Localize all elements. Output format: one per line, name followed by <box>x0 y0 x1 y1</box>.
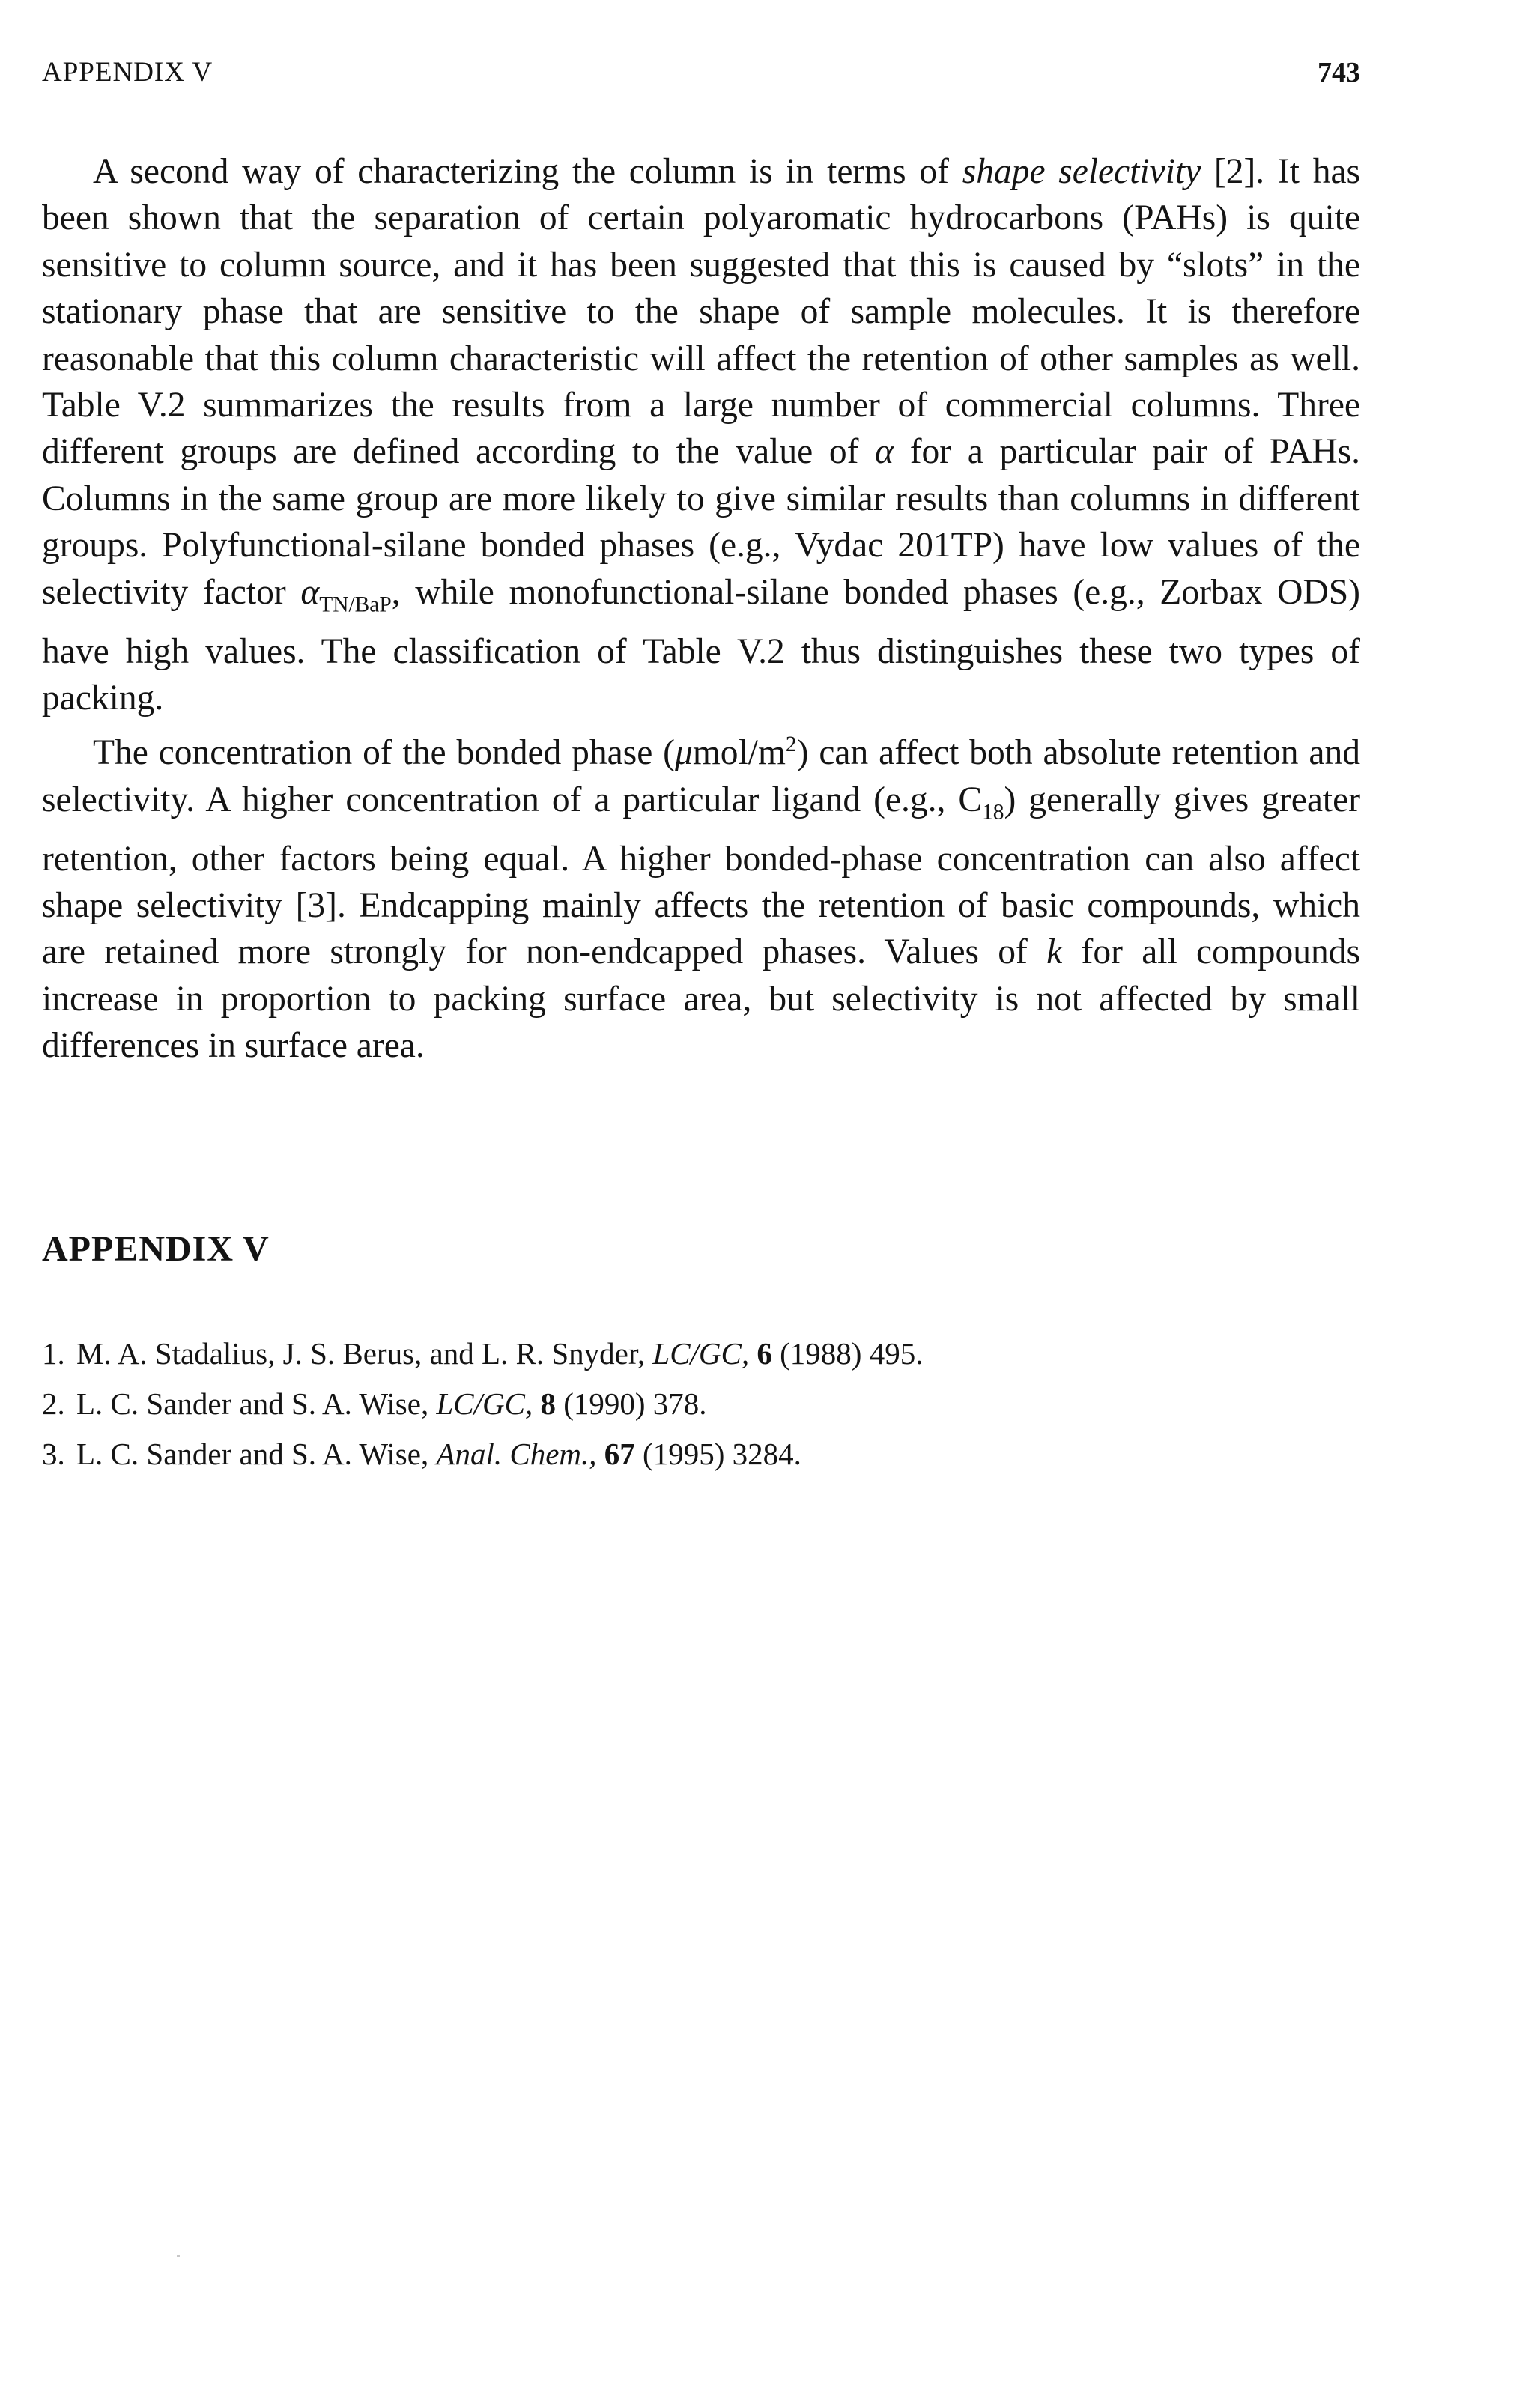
reference-year-page: (1995) 3284. <box>634 1437 801 1471</box>
running-head: APPENDIX V <box>42 57 213 88</box>
text-run: A second way of characterizing the column is in terms of <box>93 152 962 191</box>
text-run: [2]. It has been shown that the separation of certain polyaromatic hydrocarbons (PAHs) is quite sensitive to column source, and it has been suggested that this is caused by “slots” in the stationary phase that are sensitive to the shape of sample molecules. It is therefore reasonable that this column characteristic will affect the retention of other samples as well. Table V.2 summarizes the results from a large number of commercial columns. Three different groups are defined according to the value of <box>42 152 1361 472</box>
reference-body <box>76 1429 801 1479</box>
reference-volume: 6 <box>757 1336 772 1371</box>
reference-number: 1. <box>42 1336 65 1371</box>
reference-authors: L. C. Sander and S. A. Wise, <box>76 1386 437 1421</box>
scan-speck <box>177 2255 180 2257</box>
unit-superscript: 2 <box>785 733 797 757</box>
reference-item <box>42 1379 1315 1429</box>
carbon-subscript: 18 <box>982 800 1004 825</box>
reference-year-page: (1990) 378. <box>555 1386 707 1421</box>
alpha-symbol: α <box>300 572 320 612</box>
mu-symbol: μ <box>675 733 693 773</box>
reference-body <box>76 1329 923 1379</box>
emphasis-term: shape selectivity <box>962 152 1201 191</box>
reference-list <box>42 1329 1315 1479</box>
alpha-symbol: α <box>875 432 894 472</box>
reference-number: 2. <box>42 1386 65 1421</box>
references-heading: APPENDIX V <box>42 1229 270 1269</box>
reference-body <box>76 1379 707 1429</box>
reference-authors: L. C. Sander and S. A. Wise, <box>76 1437 437 1471</box>
reference-year-page: (1988) 495. <box>771 1336 924 1371</box>
paragraph-shape-selectivity <box>42 148 1360 721</box>
reference-volume: 8 <box>540 1386 556 1421</box>
reference-journal: LC/GC, <box>436 1386 533 1421</box>
body-text <box>42 148 1360 1070</box>
page-number: 743 <box>1318 57 1360 88</box>
reference-number: 3. <box>42 1437 65 1471</box>
unit-text: mol/m <box>692 733 786 773</box>
alpha-subscript: TN/BaP <box>319 592 392 617</box>
reference-journal: LC/GC, <box>652 1336 750 1371</box>
text-run: for all compounds increase in proportion to packing surface area, but selectivity is not affected by small differences in surface area. <box>42 932 1360 1066</box>
text-run: , while monofunctional-silane bonded phases (e.g., Zorbax ODS) have high values. The classification of Table V.2 thus distinguishes these two types of packing. <box>42 572 1360 718</box>
text-run: ) can affect both absolute retention and selectivity. A higher concentration of a particular ligand (e.g., C <box>42 733 1360 819</box>
reference-volume: 67 <box>604 1437 635 1471</box>
reference-item <box>42 1429 1315 1479</box>
paragraph-bonded-phase <box>42 721 1360 1069</box>
text-run: ) generally gives greater retention, other factors being equal. A higher bonded-phase concentration can also affect shape selectivity [3]. Endcapping mainly affects the retention of basic compounds, which are retained more strongly for non-endcapped phases. Values of <box>42 780 1361 972</box>
k-symbol: k <box>1046 932 1063 972</box>
reference-journal: Anal. Chem., <box>436 1437 597 1471</box>
text-run: The concentration of the bonded phase ( <box>93 733 676 773</box>
reference-item <box>42 1329 1315 1379</box>
text-run: for a particular pair of PAHs. Columns in the same group are more likely to give similar results than columns in different groups. Polyfunctional-silane bonded phases (e.g., Vydac 201TP) have low values of the selectivity factor <box>42 432 1360 612</box>
reference-authors: M. A. Stadalius, J. S. Berus, and L. R. Snyder, <box>76 1336 653 1371</box>
